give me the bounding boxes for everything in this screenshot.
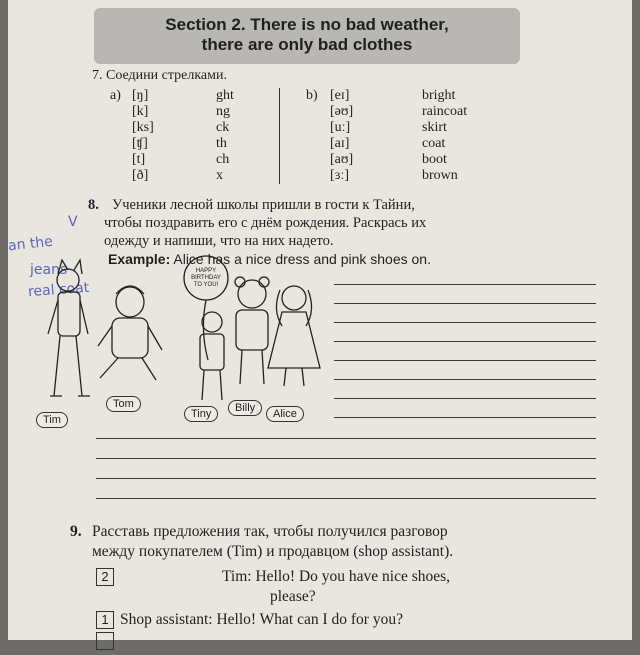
answer-line[interactable]: [334, 341, 596, 342]
order-box-2[interactable]: 1: [96, 611, 114, 629]
word-item: bright: [422, 88, 456, 103]
section-title-line2: there are only bad clothes: [201, 35, 413, 54]
dialogue-row-2: [96, 610, 114, 630]
answer-line[interactable]: [96, 498, 596, 499]
example-sentence: Example: Alice has a nice dress and pink shoes on.: [108, 251, 431, 267]
handwriting-line1: an the: [7, 233, 54, 255]
workbook-page: [8, 0, 632, 640]
character-tim: [48, 260, 90, 396]
sound-item: [ð]: [132, 168, 149, 183]
sound-item: [t]: [132, 152, 146, 167]
dialogue-tim-line: Tim: Hello! Do you have nice shoes,: [222, 568, 451, 585]
answer-line[interactable]: [334, 417, 596, 418]
exercise-9-line2: между покупателем (Tim) и продавцом (shop assistant).: [92, 543, 454, 560]
sound-item: [ɜː]: [330, 168, 350, 183]
dialogue-row-1: [96, 567, 114, 587]
sound-item: [uː]: [330, 120, 351, 135]
answer-line[interactable]: [334, 398, 596, 399]
order-box-1[interactable]: 2: [96, 568, 114, 586]
word-item: skirt: [422, 120, 447, 135]
sounds-column-b: [330, 88, 353, 184]
sound-item: [aʊ]: [330, 152, 354, 167]
answer-line[interactable]: [334, 322, 596, 323]
word-item: raincoat: [422, 104, 468, 119]
order-box-3[interactable]: [96, 632, 114, 650]
dialogue-shop-line: Shop assistant: Hello! What can I do for you?: [120, 611, 403, 628]
handwriting-line3: real coat: [27, 279, 90, 301]
letters-column-a: [216, 88, 234, 184]
section-header: [94, 8, 520, 64]
exercise-7b-label: b): [306, 88, 318, 103]
word-item: coat: [422, 136, 446, 151]
exercise-9-line1: Расставь предложения так, чтобы получился разговор: [92, 523, 448, 540]
word-item: brown: [422, 168, 458, 183]
sound-item: [aɪ]: [330, 136, 350, 151]
letter-item: x: [216, 168, 223, 183]
handwriting-line2: jeans: [30, 262, 68, 278]
sound-item: [ks]: [132, 120, 154, 135]
sound-item: [eɪ]: [330, 88, 350, 103]
handwriting-check: V: [68, 214, 78, 230]
words-column-b: [422, 88, 467, 184]
exercise-8-line3: одежду и напиши, что на них надето.: [104, 233, 334, 249]
sounds-column-a: [132, 88, 154, 184]
sound-item: [ŋ]: [132, 88, 149, 103]
character-tom: [98, 286, 162, 380]
word-item: boot: [422, 152, 447, 167]
name-tag-tiny: Tiny: [184, 406, 218, 422]
name-tag-billy: Billy: [228, 400, 262, 416]
character-billy: [235, 277, 269, 384]
exercise-8-number: 8.: [88, 197, 99, 213]
answer-line[interactable]: [96, 458, 596, 459]
sound-item: [əʊ]: [330, 104, 354, 119]
exercise-7a-label: a): [110, 88, 121, 103]
characters-illustration: [46, 250, 346, 430]
letter-item: ng: [216, 104, 230, 119]
sound-item: [ʧ]: [132, 136, 148, 151]
column-divider: [279, 88, 280, 184]
name-tag-tim: Tim: [36, 412, 68, 428]
exercise-9-number: 9.: [70, 523, 82, 540]
example-text: Alice has a nice dress and pink shoes on.: [173, 251, 431, 267]
answer-line[interactable]: [334, 284, 596, 285]
answer-line[interactable]: [334, 360, 596, 361]
letter-item: th: [216, 136, 227, 151]
letter-item: ck: [216, 120, 230, 135]
character-alice: [268, 286, 320, 386]
answer-line[interactable]: [96, 438, 596, 439]
exercise-8-line2: чтобы поздравить его с днём рождения. Раскрась их: [104, 215, 427, 231]
dialogue-tim-line2: please?: [270, 588, 316, 605]
letter-item: ch: [216, 152, 230, 167]
balloon-text: HAPPY BIRTHDAY TO YOU!: [191, 268, 221, 288]
sound-item: [k]: [132, 104, 149, 119]
name-tag-tom: Tom: [106, 396, 141, 412]
answer-line[interactable]: [334, 379, 596, 380]
exercise-8-line1: Ученики лесной школы пришли в гости к Тайни,: [112, 197, 415, 213]
answer-line[interactable]: [334, 303, 596, 304]
name-tag-alice: Alice: [266, 406, 304, 422]
exercise-7-title: 7. Соедини стрелками.: [92, 68, 227, 83]
letter-item: ght: [216, 88, 234, 103]
answer-line[interactable]: [96, 478, 596, 479]
section-title-line1: Section 2. There is no bad weather,: [165, 15, 449, 34]
dialogue-row-3: [96, 632, 114, 655]
